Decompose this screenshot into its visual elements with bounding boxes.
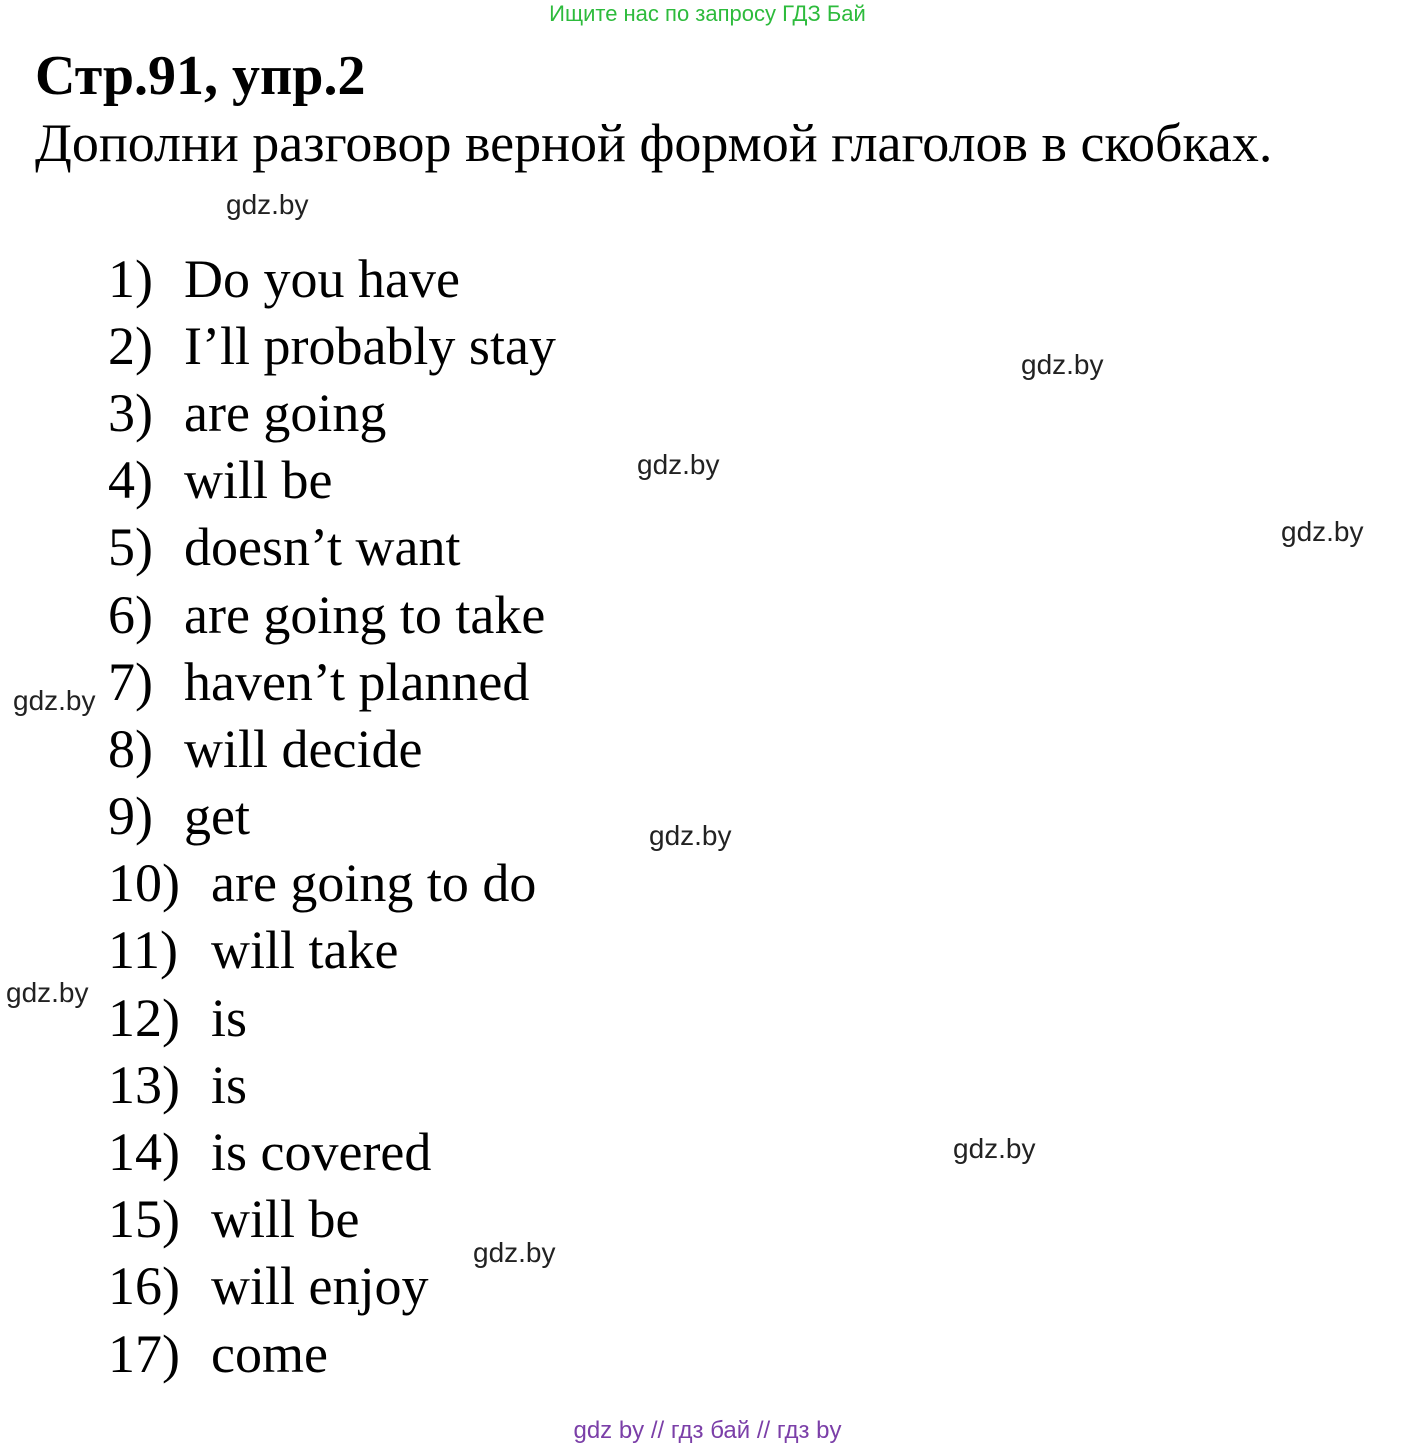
answer-number: 4) bbox=[108, 450, 153, 511]
answer-text: haven’t planned bbox=[184, 651, 530, 712]
answer-item bbox=[108, 379, 556, 446]
answer-text: will be bbox=[211, 1189, 360, 1250]
answer-text: will enjoy bbox=[211, 1256, 429, 1317]
answer-text: are going to take bbox=[184, 584, 546, 645]
instruction-text: Дополни разговор верной формой глаголов в скобках. bbox=[35, 113, 1273, 173]
answer-number: 10) bbox=[108, 853, 180, 914]
answer-number: 1) bbox=[108, 248, 153, 309]
page-title: Стр.91, упр.2 bbox=[35, 45, 366, 107]
answer-item bbox=[108, 312, 556, 379]
answer-number: 7) bbox=[108, 651, 153, 712]
answer-text: is bbox=[211, 987, 248, 1048]
answer-text: get bbox=[184, 786, 250, 847]
answer-item bbox=[108, 850, 556, 917]
answer-list bbox=[108, 245, 556, 1387]
watermark: gdz.by bbox=[1281, 516, 1364, 547]
answer-text: is covered bbox=[211, 1122, 432, 1183]
watermark: gdz.by bbox=[6, 977, 89, 1008]
answer-number: 16) bbox=[108, 1256, 180, 1317]
answer-number: 6) bbox=[108, 584, 153, 645]
answer-item bbox=[108, 1320, 556, 1387]
watermark: gdz.by bbox=[226, 189, 309, 220]
answer-text: is bbox=[211, 1054, 248, 1115]
answer-text: will take bbox=[211, 920, 399, 981]
answer-item bbox=[108, 783, 556, 850]
answer-number: 2) bbox=[108, 315, 153, 376]
watermark: gdz.by bbox=[953, 1133, 1036, 1164]
answer-text: doesn’t want bbox=[184, 517, 461, 578]
answer-text: are going to do bbox=[211, 853, 537, 914]
answer-text: will decide bbox=[184, 718, 423, 779]
answer-number: 14) bbox=[108, 1122, 180, 1183]
watermark: gdz.by bbox=[13, 685, 96, 716]
answer-item bbox=[108, 514, 556, 581]
bottom-banner: gdz by // гдз бай // гдз by bbox=[573, 1417, 842, 1444]
answer-number: 11) bbox=[108, 920, 178, 981]
watermark: gdz.by bbox=[637, 449, 720, 480]
answer-number: 5) bbox=[108, 517, 153, 578]
answer-item bbox=[108, 581, 556, 648]
watermark: gdz.by bbox=[473, 1237, 556, 1268]
top-banner: Ищите нас по запросу ГДЗ Бай bbox=[549, 1, 866, 26]
watermark: gdz.by bbox=[1021, 349, 1104, 380]
answer-number: 15) bbox=[108, 1189, 180, 1250]
answer-text: come bbox=[211, 1323, 328, 1384]
answer-number: 9) bbox=[108, 786, 153, 847]
answer-text: I’ll probably stay bbox=[184, 315, 556, 376]
watermark: gdz.by bbox=[649, 820, 732, 851]
answer-number: 12) bbox=[108, 987, 180, 1048]
answer-text: Do you have bbox=[184, 248, 460, 309]
answer-text: will be bbox=[184, 450, 333, 511]
answer-item bbox=[108, 447, 556, 514]
answer-item bbox=[108, 984, 556, 1051]
answer-text: are going bbox=[184, 382, 387, 443]
answer-item bbox=[108, 245, 556, 312]
answer-number: 17) bbox=[108, 1323, 180, 1384]
answer-number: 13) bbox=[108, 1054, 180, 1115]
answer-number: 8) bbox=[108, 718, 153, 779]
answer-item bbox=[108, 715, 556, 782]
answer-number: 3) bbox=[108, 382, 153, 443]
answer-item bbox=[108, 917, 556, 984]
answer-item bbox=[108, 1051, 556, 1118]
answer-item bbox=[108, 1118, 556, 1185]
answer-item bbox=[108, 648, 556, 715]
